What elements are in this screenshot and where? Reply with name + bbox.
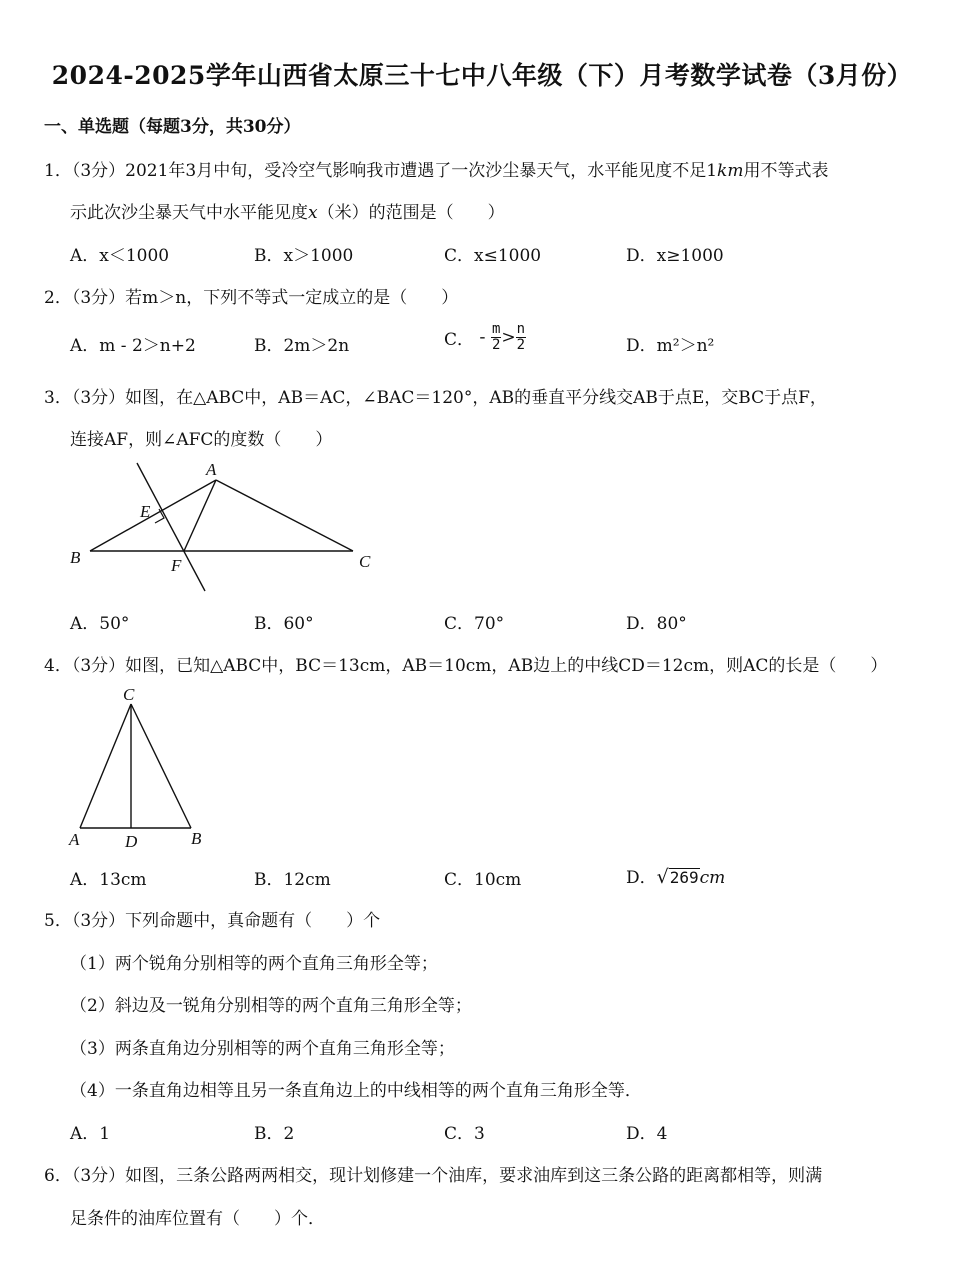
q5-option-d: D．4 xyxy=(626,1124,668,1144)
q5-item-4: （4）一条直角边相等且另一条直角边上的中线相等的两个直角三角形全等． xyxy=(70,1081,642,1101)
q5-item-1: （1）两个锐角分别相等的两个直角三角形全等； xyxy=(70,954,438,974)
q4-option-d: D．√269cm xyxy=(626,866,726,888)
q5-option-b: B．2 xyxy=(254,1124,295,1144)
line-af xyxy=(184,480,216,551)
line-bc xyxy=(131,704,191,828)
q5-option-a: A．1 xyxy=(70,1124,111,1144)
q3-line2: 连接AF，则∠AFC的度数（ ） xyxy=(70,430,333,450)
line-ab xyxy=(90,480,216,551)
label-a: A xyxy=(69,830,80,849)
q5-stem: 5．（3分）下列命题中，真命题有（ ）个 xyxy=(44,911,381,931)
q2-option-b: B．2m＞2n xyxy=(254,336,350,356)
q1-line1: 1．（3分）2021年3月中旬，受冷空气影响我市遭遇了一次沙尘暴天气，水平能见度不足1km用不等式表 xyxy=(44,161,829,181)
q4-stem: 4．（3分）如图，已知△ABC中，BC＝13cm，AB＝10cm，AB边上的中线CD＝12cm，则AC的长是（ ） xyxy=(44,656,888,676)
line-ac xyxy=(80,704,131,828)
q2-option-a: A．m - 2＞n+2 xyxy=(70,336,196,356)
q2-option-c: C． - $\frac{m}{2}$ > $\frac{n}{2}$ xyxy=(444,321,526,353)
section-heading: 一、单选题（每题3分，共30分） xyxy=(44,117,301,137)
q1-line2: 示此次沙尘暴天气中水平能见度x（米）的范围是（ ） xyxy=(70,203,505,223)
label-d: D xyxy=(125,832,138,851)
q5-option-c: C．3 xyxy=(444,1124,485,1144)
label-a: A xyxy=(206,460,217,479)
label-f: F xyxy=(171,556,182,575)
page-title: 2024-2025学年山西省太原三十七中八年级（下）月考数学试卷（3月份） xyxy=(51,61,913,90)
q4-option-b: B．12cm xyxy=(254,870,331,890)
q3-line1: 3．（3分）如图，在△ABC中，AB＝AC，∠BAC＝120°，AB的垂直平分线交AB于点E，交BC于点F， xyxy=(44,388,827,408)
label-c: C xyxy=(123,685,135,704)
line-ac xyxy=(216,480,353,551)
q3-option-b: B．60° xyxy=(254,614,314,634)
label-b: B xyxy=(191,829,202,848)
q1-option-b: B．x＞1000 xyxy=(254,246,354,266)
q5-item-3: （3）两条直角边分别相等的两个直角三角形全等； xyxy=(70,1039,455,1059)
q2-stem: 2．（3分）若m＞n，下列不等式一定成立的是（ ） xyxy=(44,288,459,308)
q4-option-c: C．10cm xyxy=(444,870,522,890)
label-c: C xyxy=(359,552,371,571)
q6-line2: 足条件的油库位置有（ ）个． xyxy=(70,1209,325,1229)
q1-option-d: D．x≥1000 xyxy=(626,246,724,266)
q1-option-c: C．x≤1000 xyxy=(444,246,542,266)
q3-figure xyxy=(60,455,390,600)
label-e: E xyxy=(140,502,151,521)
q2-option-d: D．m²＞n² xyxy=(626,336,715,356)
q3-option-a: A．50° xyxy=(70,614,130,634)
q3-option-c: C．70° xyxy=(444,614,505,634)
q3-option-d: D．80° xyxy=(626,614,687,634)
q4-figure xyxy=(60,682,220,852)
q6-line1: 6．（3分）如图，三条公路两两相交，现计划修建一个油库，要求油库到这三条公路的距离都相等，则满 xyxy=(44,1166,823,1186)
label-b: B xyxy=(70,548,81,567)
q4-option-a: A．13cm xyxy=(70,870,147,890)
q5-item-2: （2）斜边及一锐角分别相等的两个直角三角形全等； xyxy=(70,996,472,1016)
q1-option-a: A．x＜1000 xyxy=(70,246,170,266)
